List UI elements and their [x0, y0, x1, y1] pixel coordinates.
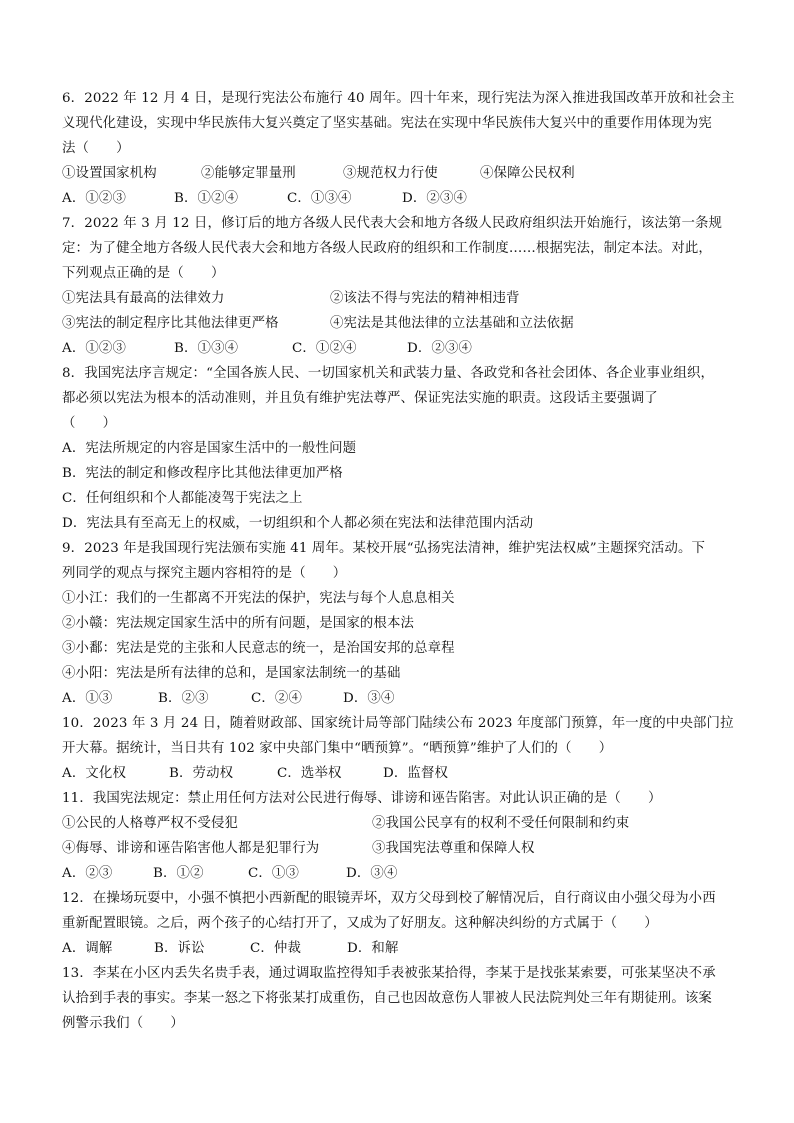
option-b: B．宪法的制定和修改程序比其他法律更加严格: [62, 466, 343, 481]
question-7: [62, 211, 742, 361]
question-stem-line: 认拾到手表的事实。李某一怒之下将张某打成重伤，自己也因故意伤人罪被人民法院判处三年有期徒刑。该案: [62, 991, 712, 1006]
option-d: D．②③④: [407, 341, 473, 356]
statement: ③规范权力行使: [343, 166, 438, 181]
options-row: [62, 936, 742, 961]
question-10: [62, 711, 742, 786]
question-stem-line: 6．2022 年 12 月 4 日，是现行宪法公布施行 40 周年。四十年来，现行宪法为深入推进我国改革开放和社会主: [62, 91, 735, 106]
options-row: [62, 686, 742, 711]
option-a: A．②③: [62, 866, 113, 881]
question-stem-line: 8．我国宪法序言规定：“全国各族人民、一切国家机关和武装力量、各政党和各社会团体、各企业事业组织，: [62, 366, 715, 381]
statement-row: [62, 836, 742, 861]
question-stem-line: 定：为了健全地方各级人民代表大会和地方各级人民政府的组织和工作制度……根据宪法，制定本法。对此，: [62, 241, 712, 256]
option-c: C．任何组织和个人都能凌驾于宪法之上: [62, 491, 303, 506]
statement: ②我国公民享有的权利不受任何限制和约束: [372, 816, 630, 831]
option-a: A．文化权: [62, 766, 126, 781]
question-12: [62, 886, 742, 961]
question-stem-line: 11．我国宪法规定：禁止用任何方法对公民进行侮辱、诽谤和诬告陷害。对此认识正确的是（ ）: [62, 791, 662, 806]
option-b: B．②③: [158, 691, 209, 706]
question-stem-line: 开大幕。据统计，当日共有 102 家中央部门集中“晒预算”。“晒预算”维护了人们的（ ）: [62, 741, 613, 756]
statement-row: [62, 811, 742, 836]
option-d: D．③④: [343, 691, 395, 706]
options-row: [62, 186, 742, 211]
option-c: C．①②④: [292, 341, 357, 356]
question-stem-line: 义现代化建设，实现中华民族伟大复兴奠定了坚实基础。宪法在实现中华民族伟大复兴中的重要作用体现为宪: [62, 116, 712, 131]
option-a: A．①②③: [62, 341, 126, 356]
question-8: [62, 361, 742, 536]
statement: ④小阳：宪法是所有法律的总和，是国家法制统一的基础: [62, 666, 401, 681]
question-stem-line: 例警示我们（ ）: [62, 1016, 184, 1031]
question-stem-line: 都必须以宪法为根本的活动准则，并且负有维护宪法尊严、保证宪法实施的职责。这段话主要强调了: [62, 391, 658, 406]
option-b: B．①②: [153, 866, 204, 881]
option-c: C．①③④: [287, 191, 352, 206]
statement-row: [62, 311, 742, 336]
statement: ③宪法的制定程序比其他法律更严格: [62, 316, 279, 331]
option-d: D．和解: [347, 941, 399, 956]
option-c: C．①③: [248, 866, 300, 881]
statement: ①小江：我们的一生都离不开宪法的保护，宪法与每个人息息相关: [62, 591, 455, 606]
option-c: C．选举权: [277, 766, 342, 781]
option-c: C．仲裁: [250, 941, 302, 956]
option-a: A．宪法所规定的内容是国家生活中的一般性问题: [62, 441, 357, 456]
statement: ②小赣：宪法规定国家生活中的所有问题，是国家的根本法: [62, 616, 415, 631]
question-stem-line: 9．2023 年是我国现行宪法颁布实施 41 周年。某校开展“弘扬宪法清神，维护宪法权威”主题探究活动。下: [62, 541, 706, 556]
options-row: [62, 336, 742, 361]
question-stem-line: 13．李某在小区内丢失名贵手表，通过调取监控得知手表被张某拾得，李某于是找张某索要，可张某坚决不承: [62, 966, 716, 981]
question-stem-line: 7．2022 年 3 月 12 日，修订后的地方各级人民代表大会和地方各级人民政府组织法开始施行，该法第一条规: [62, 216, 723, 231]
question-6: [62, 86, 742, 211]
option-a: A．①③: [62, 691, 113, 706]
option-b: B．劳动权: [169, 766, 234, 781]
option-d: D．③④: [346, 866, 398, 881]
statement: ②能够定罪量刑: [201, 166, 296, 181]
statement: ②该法不得与宪法的精神相违背: [330, 291, 520, 306]
statement: ①公民的人格尊严权不受侵犯: [62, 816, 239, 831]
option-c: C．②④: [251, 691, 303, 706]
option-d: D．宪法具有至高无上的权威，一切组织和个人都必须在宪法和法律范围内活动: [62, 516, 534, 531]
option-b: B．①③④: [174, 341, 239, 356]
question-stem-line: （ ）: [62, 416, 117, 431]
question-stem-line: 列同学的观点与探究主题内容相符的是（ ）: [62, 566, 347, 581]
option-b: B．①②④: [174, 191, 239, 206]
options-row: [62, 861, 742, 886]
options-row: [62, 761, 742, 786]
statement: ③小鄱：宪法是党的主张和人民意志的统一，是治国安邦的总章程: [62, 641, 455, 656]
question-stem-line: 重新配置眼镜。之后，两个孩子的心结打开了，又成为了好朋友。这种解决纠纷的方式属于（ ）: [62, 916, 658, 931]
question-stem-line: 法（ ）: [62, 141, 130, 156]
statement: ①设置国家机构: [62, 166, 157, 181]
option-a: A．①②③: [62, 191, 126, 206]
question-stem-line: 10．2023 年 3 月 24 日，随着财政部、国家统计局等部门陆续公布 2023 年度部门预算，年一度的中央部门拉: [62, 716, 734, 731]
exam-page: [62, 86, 742, 1036]
statement: ④宪法是其他法律的立法基础和立法依据: [330, 316, 574, 331]
option-d: D．监督权: [383, 766, 449, 781]
option-d: D．②③④: [402, 191, 468, 206]
statement: ④保障公民权利: [480, 166, 575, 181]
statement-row: [62, 286, 742, 311]
statement: ④侮辱、诽谤和诬告陷害他人都是犯罪行为: [62, 841, 320, 856]
question-stem-line: 下列观点正确的是（ ）: [62, 266, 225, 281]
statement: ①宪法具有最高的法律效力: [62, 291, 225, 306]
statement-row: [62, 161, 742, 186]
question-11: [62, 786, 742, 886]
question-13: [62, 961, 742, 1036]
statement: ③我国宪法尊重和保障人权: [372, 841, 535, 856]
option-a: A．调解: [62, 941, 113, 956]
question-9: [62, 536, 742, 711]
option-b: B．诉讼: [154, 941, 205, 956]
question-stem-line: 12．在操场玩耍中，小强不慎把小西新配的眼镜弄坏，双方父母到校了解情况后，自行商议由小强父母为小西: [62, 891, 716, 906]
